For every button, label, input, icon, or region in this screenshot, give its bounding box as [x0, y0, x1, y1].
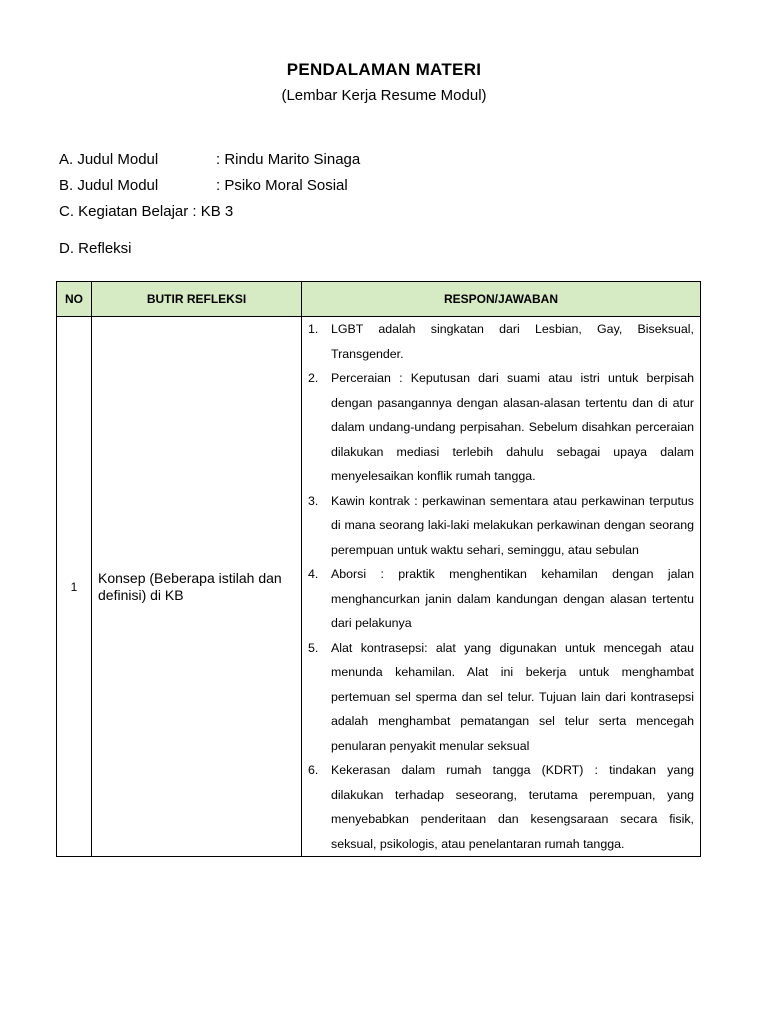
info-value: : Psiko Moral Sosial: [216, 177, 348, 194]
info-row-judul-modul-a: [59, 151, 360, 168]
info-row-kegiatan-belajar: [59, 203, 233, 220]
info-row-judul-modul-b: [59, 177, 348, 194]
answer-item-kdrt: Kekerasan dalam rumah tangga (KDRT) : tindakan yang dilakukan terhadap seseorang, terutama perempuan, yang menyebabkan penderitaan dan kesengsaraan secara fisik, seksual, psikologis, atau penelantaran rumah tangga.: [331, 763, 694, 851]
row-number: 1: [57, 317, 92, 857]
answer-item-kawin-kontrak: Kawin kontrak : perkawinan sementara atau perkawinan terputus di mana seorang laki-laki melakukan perkawinan dengan seorang perempuan untuk waktu sehari, seminggu, atau sebulan: [331, 493, 694, 557]
document-title: PENDALAMAN MATERI: [286, 60, 482, 79]
reflection-table: [56, 281, 701, 857]
info-label: B. Judul Modul: [59, 177, 159, 194]
column-header-butir-refleksi: BUTIR REFLEKSI: [92, 282, 302, 317]
reflection-heading: D. Refleksi: [59, 240, 132, 257]
answer-list: [308, 317, 694, 856]
table-header-row: [57, 282, 701, 317]
info-value: : Rindu Marito Sinaga: [216, 151, 361, 168]
table-row: [57, 317, 701, 857]
info-value: : KB 3: [192, 203, 234, 220]
column-header-respon-jawaban: RESPON/JAWABAN: [302, 282, 701, 317]
answer-item-lgbt: LGBT adalah singkatan dari Lesbian, Gay, Biseksual, Transgender.: [331, 322, 694, 361]
column-header-no: NO: [57, 282, 92, 317]
info-label: C. Kegiatan Belajar: [59, 203, 189, 220]
info-label: A. Judul Modul: [59, 151, 159, 168]
butir-refleksi-cell: Konsep (Beberapa istilah dan definisi) di KB: [92, 317, 302, 857]
respon-jawaban-cell: [302, 317, 701, 857]
answer-item-alat-kontrasepsi: Alat kontrasepsi: alat yang digunakan untuk mencegah atau menunda kehamilan. Alat ini bekerja untuk menghambat pertemuan sel sperma dan sel telur. Tujuan lain dari kontrasepsi adalah menghambat pematangan sel telur serta mencegah penularan penyakit menular seksual: [331, 640, 694, 753]
answer-item-perceraian: Perceraian : Keputusan dari suami atau istri untuk berpisah dengan pasangannya dengan alasan-alasan tertentu dan di atur dalam undang-undang perpisahan. Sebelum disahkan perceraian dilakukan mediasi terlebih dahulu sebagai upaya dalam menyelesaikan konflik rumah tangga.: [331, 371, 694, 483]
document-subtitle: (Lembar Kerja Resume Modul): [281, 87, 487, 104]
answer-item-aborsi: Aborsi : praktik menghentikan kehamilan dengan jalan menghancurkan janin dalam kandungan dengan alasan tertentu dari pelakunya: [331, 567, 694, 630]
